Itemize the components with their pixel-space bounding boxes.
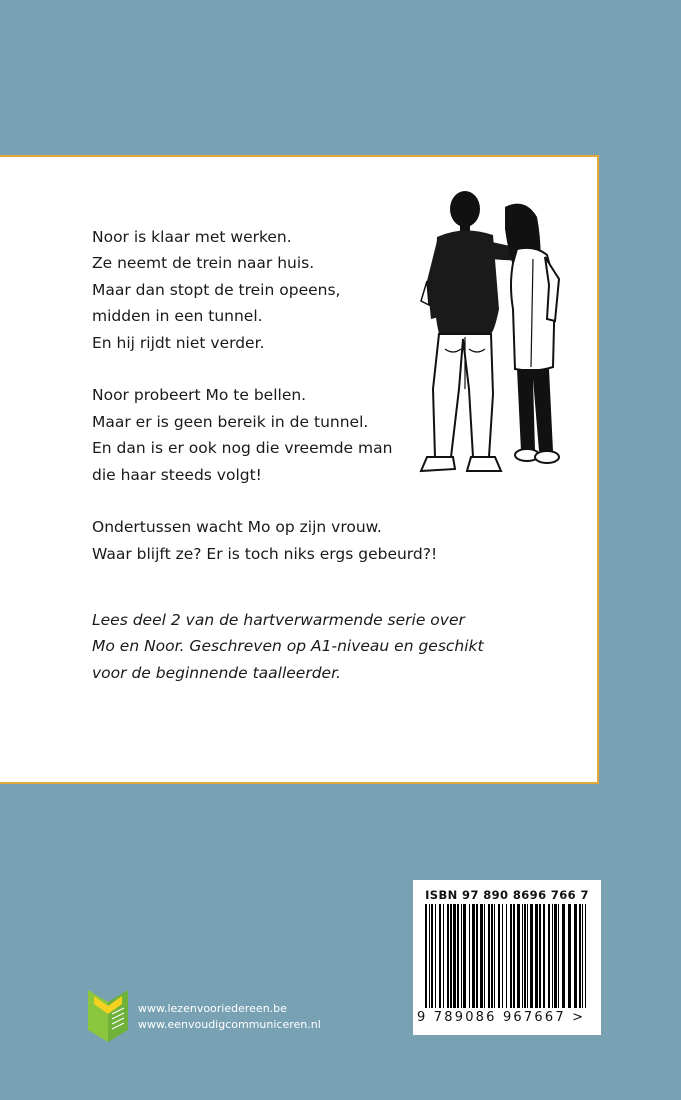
blurb-line: En hij rijdt niet verder. xyxy=(92,333,265,352)
barcode-bar xyxy=(472,904,475,1008)
barcode-bar xyxy=(506,904,507,1008)
barcode-bar xyxy=(562,904,565,1008)
barcode-bar xyxy=(548,904,550,1008)
blurb-line: midden in een tunnel. xyxy=(92,307,263,326)
series-note-line: Mo en Noor. Geschreven op A1-niveau en geschikt xyxy=(92,637,484,656)
barcode-bar xyxy=(530,904,533,1008)
barcode-bar xyxy=(447,904,449,1008)
barcode-bar xyxy=(429,904,430,1008)
barcode-bar xyxy=(457,904,459,1008)
barcode-bar xyxy=(491,904,493,1008)
barcode-bar xyxy=(498,904,500,1008)
barcode-bar xyxy=(494,904,495,1008)
series-note-line: voor de beginnende taalleerder. xyxy=(92,663,341,682)
barcode-bar xyxy=(552,904,553,1008)
barcode-bars xyxy=(425,904,591,1008)
series-note-line: Lees deel 2 van de hartverwarmende serie over xyxy=(92,611,465,629)
barcode-bar xyxy=(425,904,427,1008)
blurb-line: En dan is er ook nog die vreemde man xyxy=(92,439,393,458)
barcode-bar xyxy=(568,904,571,1008)
blurb-line: Maar dan stopt de trein opeens, xyxy=(92,280,341,299)
blurb-line: Waar blijft ze? Er is toch niks ergs gebeurd?! xyxy=(92,544,438,563)
barcode-bar xyxy=(502,904,503,1008)
barcode-bar xyxy=(450,904,452,1008)
barcode-bar xyxy=(488,904,490,1008)
blurb-line: Noor is klaar met werken. xyxy=(92,228,292,246)
barcode xyxy=(413,880,601,1035)
barcode-bar xyxy=(453,904,456,1008)
publisher-book-logo xyxy=(86,986,130,1044)
barcode-bar xyxy=(480,904,483,1008)
barcode-bar xyxy=(439,904,441,1008)
blurb-paragraph-2 xyxy=(92,382,422,488)
barcode-bar xyxy=(574,904,577,1008)
barcode-bar xyxy=(535,904,538,1008)
publisher-urls xyxy=(138,1001,321,1033)
publisher-url-1[interactable]: www.lezenvooriedereen.be xyxy=(138,1002,287,1015)
barcode-bar xyxy=(543,904,545,1008)
barcode-bar xyxy=(524,904,526,1008)
barcode-bar xyxy=(539,904,541,1008)
isbn-label: ISBN 97 890 8696 766 7 xyxy=(425,888,589,902)
blurb-line: Noor probeert Mo te bellen. xyxy=(92,386,307,405)
barcode-bar xyxy=(517,904,520,1008)
barcode-bar xyxy=(484,904,485,1008)
barcode-bar xyxy=(582,904,583,1008)
barcode-bar xyxy=(585,904,586,1008)
hugging-couple-illustration xyxy=(405,189,565,499)
blurb-line: die haar steeds volgt! xyxy=(92,465,262,484)
barcode-bar xyxy=(461,904,462,1008)
barcode-bar xyxy=(527,904,528,1008)
barcode-bar xyxy=(522,904,523,1008)
barcode-bar xyxy=(443,904,444,1008)
barcode-bar xyxy=(435,904,436,1008)
barcode-bar xyxy=(510,904,512,1008)
publisher-url-2[interactable]: www.eenvoudigcommuniceren.nl xyxy=(138,1018,321,1031)
blurb-line: Maar er is geen bereik in de tunnel. xyxy=(92,412,369,431)
barcode-bar xyxy=(469,904,470,1008)
barcode-bar xyxy=(558,904,559,1008)
blurb-line: Ondertussen wacht Mo op zijn vrouw. xyxy=(92,518,382,537)
barcode-bar xyxy=(579,904,581,1008)
series-note xyxy=(92,607,484,686)
barcode-digits: 9 789086 967667 > xyxy=(417,1010,586,1025)
blurb-text xyxy=(92,224,438,594)
blurb-panel xyxy=(0,155,599,784)
blurb-paragraph-3 xyxy=(92,514,438,567)
barcode-bar xyxy=(513,904,515,1008)
barcode-bar xyxy=(554,904,557,1008)
barcode-bar xyxy=(476,904,478,1008)
blurb-line: Ze neemt de trein naar huis. xyxy=(92,254,315,273)
barcode-bar xyxy=(463,904,466,1008)
blurb-paragraph-1 xyxy=(92,224,422,356)
barcode-bar xyxy=(431,904,433,1008)
